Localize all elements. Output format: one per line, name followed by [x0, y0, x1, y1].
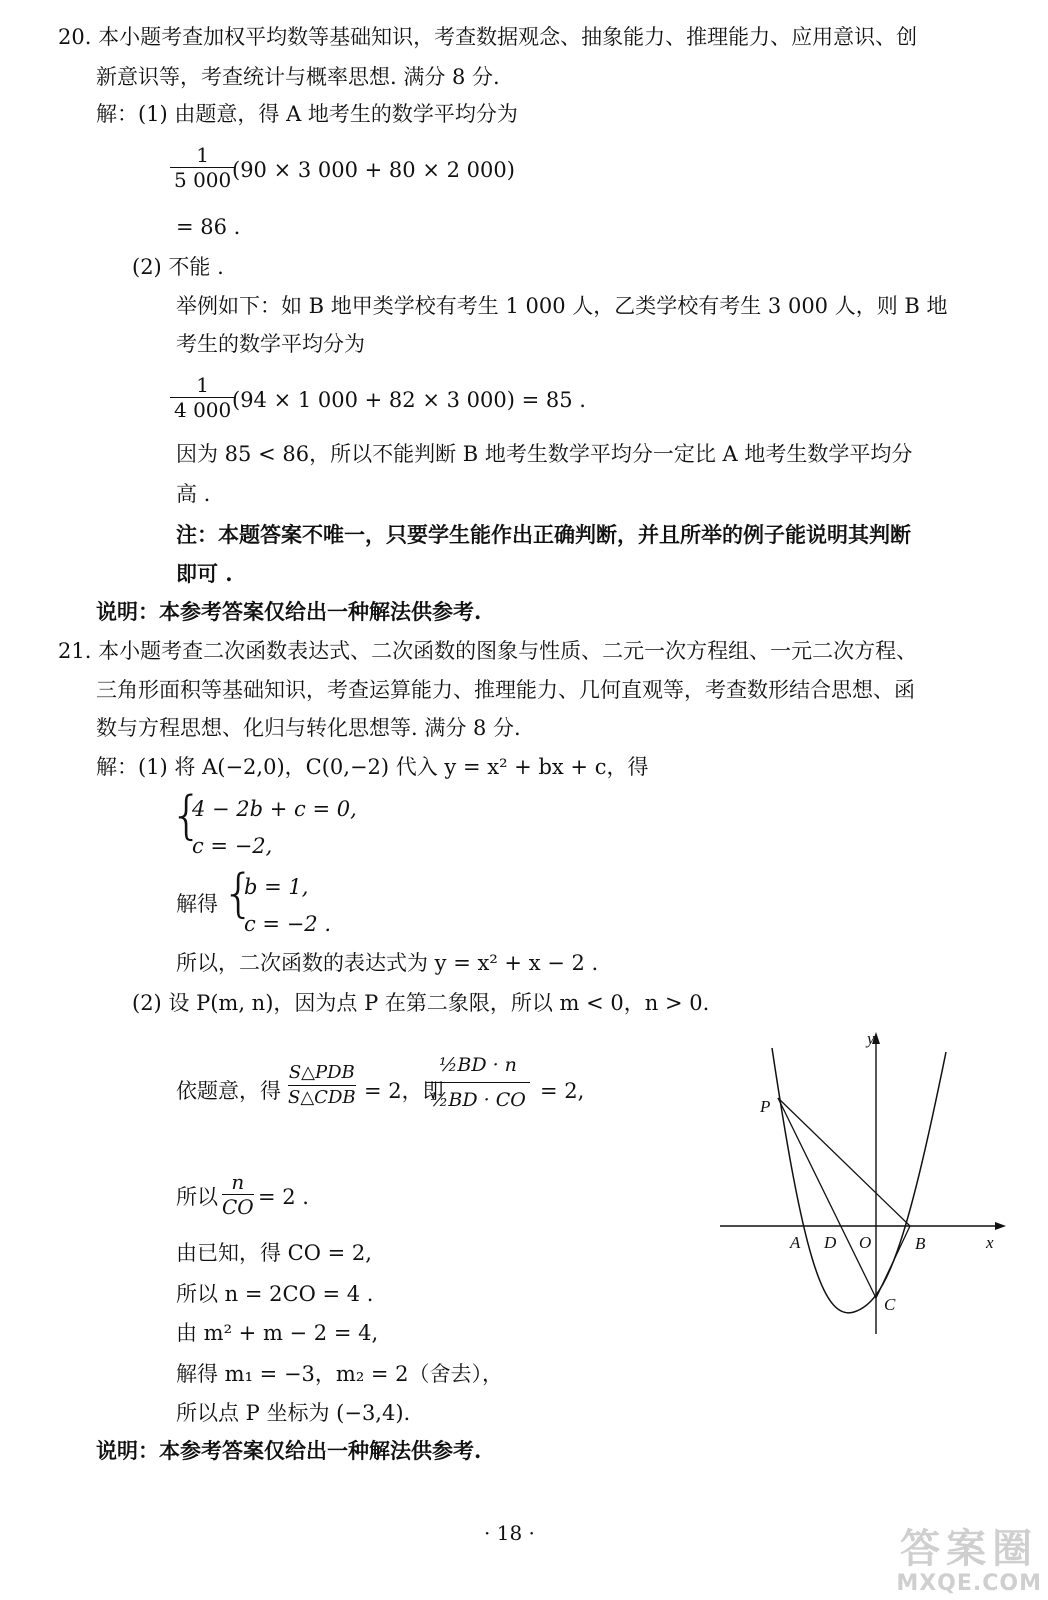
- q21-remark: 说明：本参考答案仅给出一种解法供参考.: [96, 1438, 482, 1463]
- watermark-logo: [896, 1527, 1042, 1596]
- fraction-denominator: 4 000: [170, 397, 235, 422]
- x-axis-arrow: [995, 1222, 1006, 1230]
- point-p-label: P: [760, 1097, 771, 1116]
- n-over-co-fraction: [222, 1170, 254, 1219]
- q21-intro-line2: 三角形面积等基础知识，考查运算能力、推理能力、几何直观等，考查数形结合思想、函: [96, 678, 915, 702]
- q21-intro-line1: 21. 本小题考查二次函数表达式、二次函数的图象与性质、二元一次方程组、一元二次方程、: [58, 639, 918, 663]
- q20-fraction-2: [170, 373, 235, 422]
- q21-step5: 所以点 P 坐标为 (−3,4).: [176, 1401, 411, 1425]
- fraction-denominator: ½BD · CO: [426, 1082, 530, 1117]
- system-brace-2: {: [222, 864, 256, 924]
- q20-fraction-2-tail: (94 × 1 000 + 82 × 3 000) = 85 .: [232, 388, 586, 412]
- q20-part1: 解：(1) 由题意，得 A 地考生的数学平均分为: [96, 102, 518, 126]
- q21-system1-eq2: c = −2,: [192, 834, 273, 858]
- fraction-numerator: S△PDB: [288, 1062, 355, 1083]
- fraction-numerator: 1: [196, 143, 209, 167]
- q21-step4: 解得 m₁ = −3，m₂ = 2（舍去），: [176, 1362, 504, 1386]
- area-ratio-fraction: [288, 1061, 356, 1110]
- q21-step1: 由已知，得 CO = 2,: [176, 1241, 372, 1265]
- q21-condition-mid: = 2，即: [364, 1079, 444, 1103]
- q20-intro-line1: 20. 本小题考查加权平均数等基础知识，考查数据观念、抽象能力、推理能力、应用意识、创: [58, 25, 918, 49]
- q20-remark: 说明：本参考答案仅给出一种解法供参考.: [96, 599, 482, 624]
- q21-step2: 所以 n = 2CO = 4 .: [176, 1282, 374, 1306]
- bd-ratio-fraction: [426, 1048, 530, 1117]
- system-brace-1: {: [170, 786, 204, 846]
- segment-pc: [778, 1098, 876, 1298]
- q20-example-line2: 考生的数学平均分为: [176, 332, 365, 356]
- fraction-denominator: 5 000: [170, 167, 235, 192]
- q21-condition-label: 依题意，得: [176, 1079, 281, 1103]
- q20-fraction-1: [170, 143, 235, 192]
- q21-n-over-co-tail: = 2 .: [258, 1185, 309, 1209]
- q20-note-line1: 注：本题答案不唯一，只要学生能作出正确判断，并且所举的例子能说明其判断: [176, 522, 911, 547]
- q21-solve-label: 解得: [176, 892, 218, 916]
- watermark-line2: MXQE.COM: [896, 1571, 1042, 1596]
- q20-because-line1: 因为 85 < 86，所以不能判断 B 地考生数学平均分一定比 A 地考生数学平均分: [176, 442, 913, 466]
- point-d-label: D: [824, 1233, 837, 1252]
- point-a-label: A: [790, 1233, 801, 1252]
- q20-intro-line2: 新意识等，考查统计与概率思想. 满分 8 分.: [96, 65, 500, 89]
- q21-intro-line3: 数与方程思想、化归与转化思想等. 满分 8 分.: [96, 716, 521, 740]
- q21-part2: (2) 设 P(m, n)，因为点 P 在第二象限，所以 m < 0，n > 0.: [132, 991, 710, 1015]
- q20-part2: (2) 不能 .: [132, 255, 224, 279]
- fraction-numerator: 1: [196, 373, 209, 397]
- fraction-denominator: S△CDB: [288, 1087, 356, 1108]
- q21-step3: 由 m² + m − 2 = 4,: [176, 1321, 379, 1345]
- segment-cb: [876, 1226, 910, 1298]
- q20-note-line2: 即可 .: [176, 561, 233, 586]
- fraction-numerator: n: [231, 1170, 245, 1194]
- watermark-line1: 答案圈: [900, 1526, 1039, 1572]
- point-o-label: O: [859, 1233, 872, 1252]
- fraction-numerator: ½BD · n: [438, 1054, 517, 1076]
- x-axis-label: x: [986, 1233, 994, 1252]
- q20-because-line2: 高 .: [176, 482, 211, 506]
- q21-system2-eq1: b = 1,: [244, 875, 309, 899]
- q21-so-label: 所以: [176, 1185, 218, 1209]
- y-axis-label: y: [867, 1029, 875, 1048]
- fraction-denominator: CO: [222, 1195, 254, 1219]
- q21-part1: 解：(1) 将 A(−2,0)，C(0,−2) 代入 y = x² + bx + c，得: [96, 755, 649, 779]
- page-number: · 18 ·: [484, 1521, 535, 1545]
- q20-result-1: = 86 .: [176, 215, 241, 239]
- segment-pb: [778, 1098, 910, 1226]
- q21-condition-tail: = 2,: [540, 1079, 585, 1103]
- parabola-curve: [772, 1048, 946, 1313]
- q20-example-line1: 举例如下：如 B 地甲类学校有考生 1 000 人，乙类学校有考生 3 000 人，则 B 地: [176, 294, 948, 318]
- q20-fraction-1-tail: (90 × 3 000 + 80 × 2 000): [232, 158, 515, 182]
- q21-system1-eq1: 4 − 2b + c = 0,: [192, 797, 357, 821]
- point-c-label: C: [884, 1295, 896, 1314]
- parabola-graph: [716, 1022, 1016, 1342]
- q21-expression: 所以，二次函数的表达式为 y = x² + x − 2 .: [176, 951, 599, 975]
- q21-system2-eq2: c = −2 .: [244, 912, 332, 936]
- point-b-label: B: [915, 1234, 926, 1253]
